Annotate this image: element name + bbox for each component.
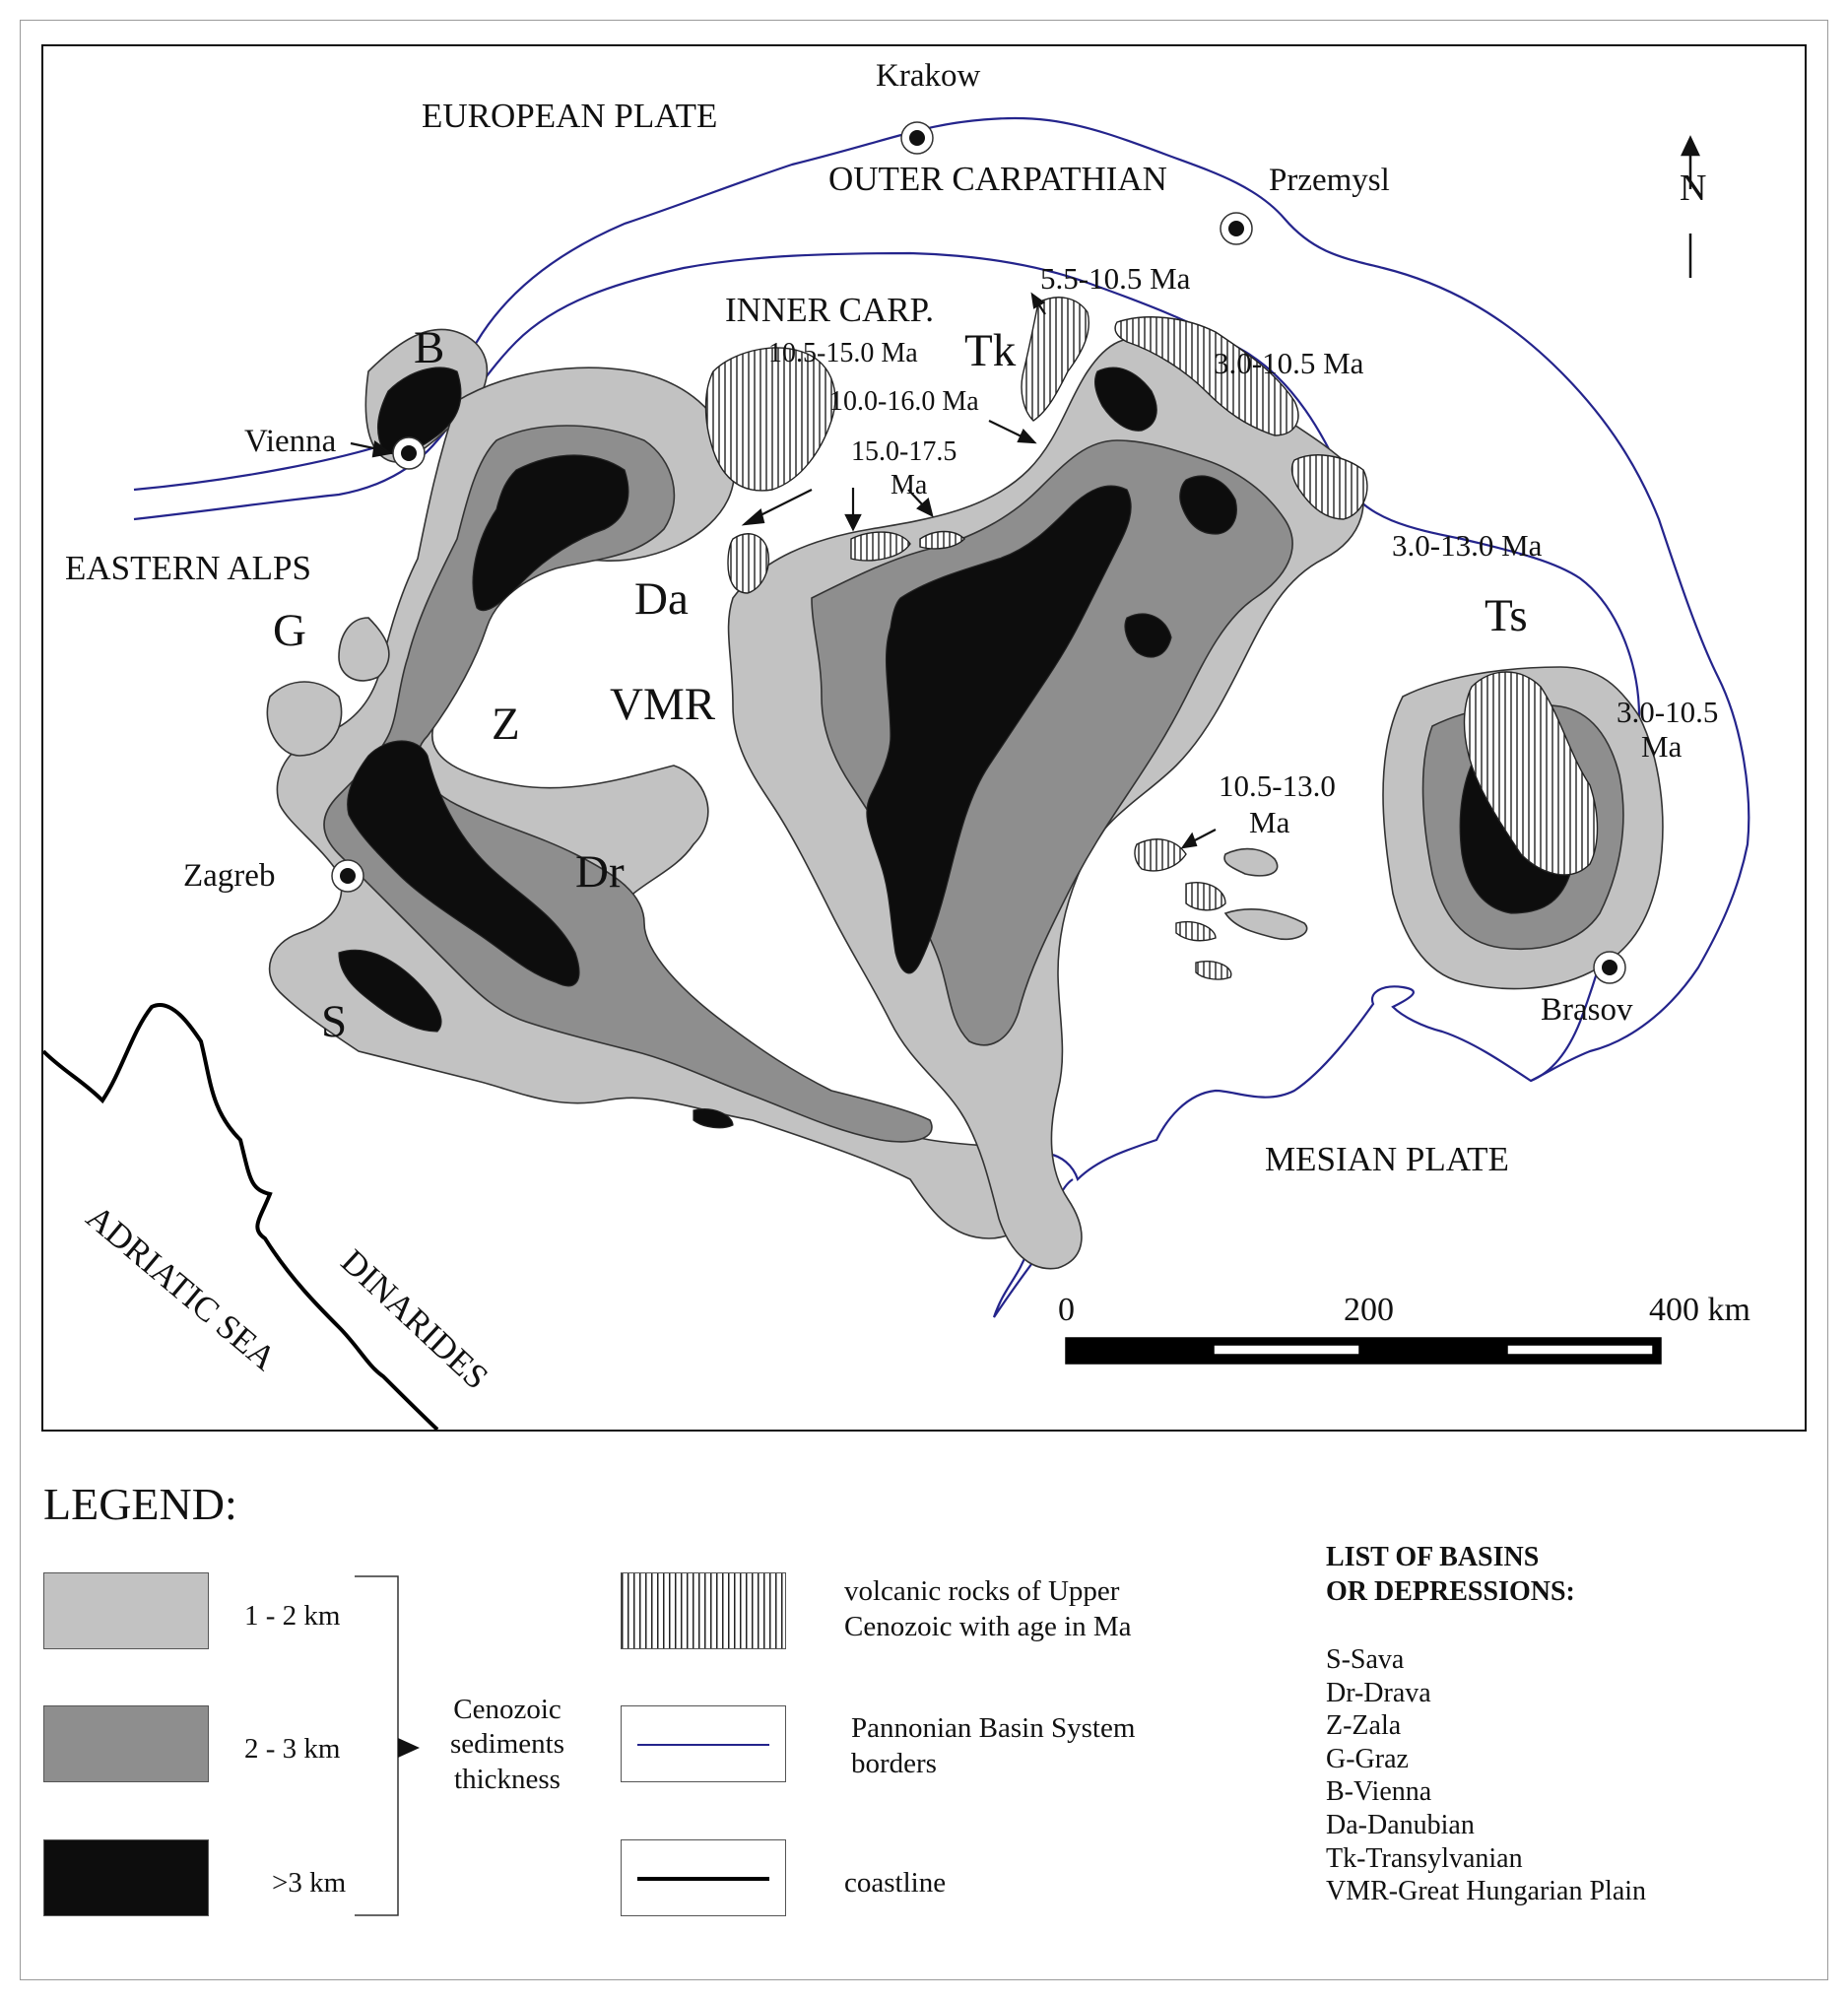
legend-volcanic-line1: volcanic rocks of Upper xyxy=(844,1575,1120,1607)
basin-vmr-label: VMR xyxy=(610,679,716,730)
legend-label-2-3km: 2 - 3 km xyxy=(244,1733,341,1765)
brasov-label: Brasov xyxy=(1541,992,1633,1028)
basin-tk-label: Tk xyxy=(964,325,1017,376)
legend-borders-line1: Pannonian Basin System xyxy=(851,1712,1136,1744)
basin-list-item: B-Vienna xyxy=(1326,1776,1432,1808)
legend-borders-line2: borders xyxy=(851,1748,937,1780)
dinarides-label: DINARIDES xyxy=(333,1241,496,1397)
basin-s-label: S xyxy=(321,996,348,1047)
basin-dr-label: Dr xyxy=(575,846,625,898)
basin-list-item: VMR-Great Hungarian Plain xyxy=(1326,1876,1647,1907)
adriatic-sea-label: ADRIATIC SEA xyxy=(79,1197,284,1378)
eastern-alps-label: EASTERN ALPS xyxy=(65,549,311,587)
krakow-label: Krakow xyxy=(876,58,981,94)
basin-ts-label: Ts xyxy=(1485,590,1528,641)
zagreb-marker xyxy=(332,860,363,892)
basin-g-label: G xyxy=(273,605,306,656)
age-label-tk-north: 5.5-10.5 Ma xyxy=(1040,261,1191,296)
north-label: N xyxy=(1680,167,1707,209)
legend-label-over-3km: >3 km xyxy=(272,1867,347,1899)
outer-carpathian-label: OUTER CARPATHIAN xyxy=(828,160,1167,198)
brasov-marker xyxy=(1594,952,1625,983)
basins-list-title xyxy=(1326,1540,1575,1609)
scale-tick-400: 400 km xyxy=(1649,1292,1750,1328)
mesian-plate-label: MESIAN PLATE xyxy=(1265,1140,1509,1178)
legend-bracket xyxy=(345,1574,424,1919)
basin-da-label: Da xyxy=(634,573,689,625)
krakow-marker xyxy=(901,122,933,154)
scale-tick-200: 200 xyxy=(1344,1292,1394,1328)
age-label-10-16: 10.0-16.0 Ma xyxy=(829,386,979,417)
legend-swatch-borders xyxy=(621,1705,786,1782)
age-label-3-10-east-line2: Ma xyxy=(1641,729,1683,764)
map-drawing xyxy=(43,46,1805,1430)
basin-list-item: S-Sava xyxy=(1326,1644,1405,1675)
basin-b-label: B xyxy=(414,322,445,373)
basin-list-item: Dr-Drava xyxy=(1326,1677,1431,1708)
legend-label-volcanic xyxy=(844,1573,1132,1645)
age-label-3-13: 3.0-13.0 Ma xyxy=(1392,528,1543,563)
age-label-15-17-line1: 15.0-17.5 xyxy=(851,436,957,467)
legend-swatch-over-3km xyxy=(43,1839,209,1916)
age-label-3-10-east-line1: 3.0-10.5 xyxy=(1617,695,1719,729)
legend-label-borders xyxy=(851,1710,1135,1782)
basins-list xyxy=(1326,1643,1646,1908)
legend-group-line1: Cenozoic xyxy=(453,1694,561,1725)
age-label-inner-carp: 10.5-15.0 Ma xyxy=(768,338,918,368)
basin-list-item: G-Graz xyxy=(1326,1743,1409,1774)
legend-swatch-1-2km xyxy=(43,1572,209,1649)
legend-label-coastline: coastline xyxy=(844,1867,947,1899)
scale-tick-0: 0 xyxy=(1058,1292,1075,1328)
vienna-label: Vienna xyxy=(244,424,337,459)
legend-label-1-2km: 1 - 2 km xyxy=(244,1600,341,1632)
basins-title-line2: OR DEPRESSIONS: xyxy=(1326,1576,1575,1607)
basin-list-item: Z-Zala xyxy=(1326,1710,1402,1742)
basin-z-label: Z xyxy=(492,699,520,750)
przemysl-label: Przemysl xyxy=(1269,163,1390,198)
zagreb-label: Zagreb xyxy=(183,858,276,894)
basins-title-line1: LIST OF BASINS xyxy=(1326,1542,1540,1572)
european-plate-label: EUROPEAN PLATE xyxy=(422,97,718,135)
legend-swatch-2-3km xyxy=(43,1705,209,1782)
age-label-10-13-line2: Ma xyxy=(1249,805,1290,839)
scale-bar xyxy=(1066,1338,1661,1364)
age-label-10-13-line1: 10.5-13.0 xyxy=(1219,768,1336,803)
legend-title: LEGEND: xyxy=(43,1479,237,1529)
inner-carp-label: INNER CARP. xyxy=(725,291,934,329)
legend-group-label xyxy=(448,1693,566,1797)
basin-list-item: Tk-Transylvanian xyxy=(1326,1842,1523,1874)
legend-volcanic-line2: Cenozoic with age in Ma xyxy=(844,1611,1132,1643)
przemysl-marker xyxy=(1221,213,1252,244)
legend-swatch-coastline xyxy=(621,1839,786,1916)
basin-list-item: Da-Danubian xyxy=(1326,1809,1475,1840)
map-panel xyxy=(41,44,1807,1432)
legend-group-line2: sediments xyxy=(450,1728,564,1761)
age-label-3-10-north: 3.0-10.5 Ma xyxy=(1214,346,1364,380)
age-label-15-17-line2: Ma xyxy=(891,470,928,500)
vienna-marker xyxy=(393,437,425,469)
legend-swatch-volcanic xyxy=(621,1572,786,1649)
legend-group-line3: thickness xyxy=(454,1763,561,1795)
